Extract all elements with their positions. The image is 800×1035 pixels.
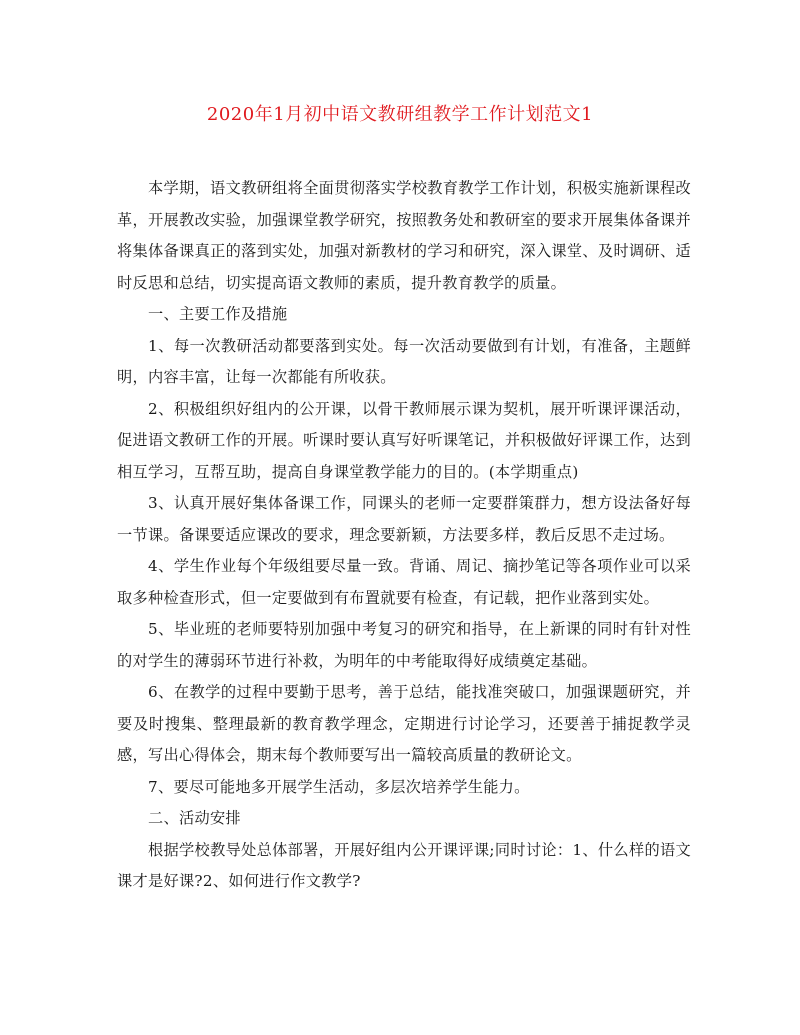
- document-title: 2020年1月初中语文教研组教学工作计划范文1: [206, 104, 594, 125]
- paragraph-item-2: 2、积极组织好组内的公开课，以骨干教师展示课为契机，展开听课评课活动，促进语文教研工作的开展。听课时要认真写好听课笔记，并积极做好评课工作，达到相互学习，互帮互助，提高自身课堂教学能力的目的。(本学期重点): [117, 399, 691, 481]
- paragraph-item-1: 1、每一次教研活动都要落到实处。每一次活动要做到有计划，有准备，主题鲜明，内容丰富，让每一次都能有所收获。: [117, 336, 691, 386]
- paragraph-item-6: 6、在教学的过程中要勤于思考，善于总结，能找准突破口，加强课题研究，并要及时搜集、整理最新的教育教学理念，定期进行讨论学习，还要善于捕捉教学灵感，写出心得体会，期末每个教师要写出一篇较高质量的教研论文。: [117, 683, 691, 764]
- paragraph-item-7: 7、要尽可能地多开展学生活动，多层次培养学生能力。: [148, 777, 530, 796]
- section-heading-activities: 二、活动安排: [148, 809, 241, 827]
- paragraph-item-4: 4、学生作业每个年级组要尽量一致。背诵、周记、摘抄笔记等各项作业可以采取多种检查形式，但一定要做到有布置就要有检查，有记载，把作业落到实处。: [117, 557, 691, 607]
- paragraph-activities: 根据学校教导处总体部署，开展好组内公开课评课;同时讨论：1、什么样的语文课才是好课?2、如何进行作文教学?: [117, 840, 691, 890]
- document-body: [117, 173, 691, 898]
- paragraph-item-3: 3、认真开展好集体备课工作，同课头的老师一定要群策群力，想方设法备好每一节课。备课要适应课改的要求，理念要新颖，方法要多样，教后反思不走过场。: [117, 494, 691, 544]
- section-heading-main-work: 一、主要工作及措施: [148, 305, 288, 323]
- paragraph-intro: 本学期，语文教研组将全面贯彻落实学校教育教学工作计划，积极实施新课程改革，开展教改实验，加强课堂教学研究，按照教务处和教研室的要求开展集体备课并将集体备课真正的落到实处，加强对新教材的学习和研究，深入课堂、及时调研、适时反思和总结，切实提高语文教师的素质，提升教育教学的质量。: [117, 179, 691, 292]
- paragraph-item-5: 5、毕业班的老师要特别加强中考复习的研究和指导，在上新课的同时有针对性的对学生的薄弱环节进行补救，为明年的中考能取得好成绩奠定基础。: [117, 620, 691, 670]
